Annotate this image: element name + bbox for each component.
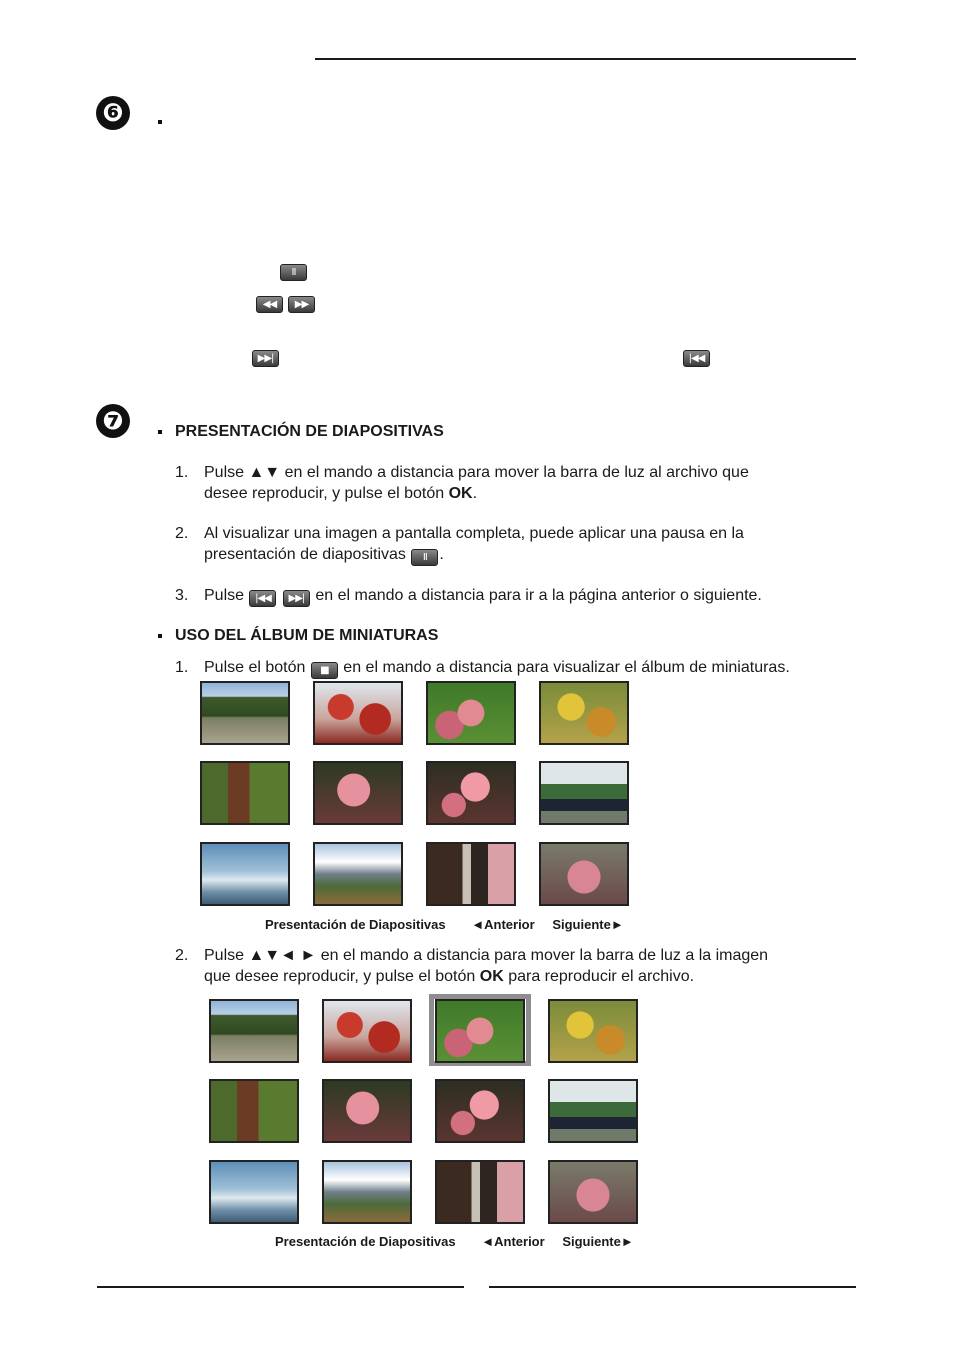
step-7-marker: ❼ — [96, 404, 130, 438]
bullet-dot — [158, 120, 162, 124]
thumbnail[interactable] — [209, 999, 299, 1063]
rewind-button-icon: ◀◀ — [256, 296, 283, 313]
thumbnail[interactable] — [322, 999, 412, 1063]
thumbnail[interactable] — [426, 681, 516, 745]
step-text-line-1: Pulse ▲▼ en el mando a distancia para mover la barra de luz al archivo que — [204, 464, 749, 481]
fast-forward-button-icon: ▶▶ — [288, 296, 315, 313]
thumbnail[interactable] — [200, 681, 290, 745]
thumbnail[interactable] — [322, 1079, 412, 1143]
bullet-dot — [158, 430, 162, 434]
thumbnail[interactable] — [209, 1079, 299, 1143]
step-text: presentación de diapositivas — [204, 546, 411, 563]
album-step-1 — [175, 657, 855, 678]
header-rule — [315, 58, 856, 60]
slideshow-step-3 — [175, 585, 835, 606]
step-number: 1. — [175, 659, 189, 676]
caption-next: Siguiente► — [552, 917, 624, 932]
thumbnail[interactable] — [209, 1160, 299, 1224]
thumbnail-caption-2 — [275, 1234, 656, 1249]
step-text-line-2 — [204, 966, 694, 987]
thumbnail[interactable] — [426, 842, 516, 906]
step-text: . — [472, 485, 478, 502]
ok-label: OK — [448, 485, 473, 502]
caption-previous: ◄Anterior — [481, 1234, 545, 1249]
step-6-marker: ❻ — [96, 96, 130, 130]
step-text: desee reproducir, y pulse el botón — [204, 485, 449, 502]
step-text: . — [439, 546, 444, 563]
step-text-line-1: Al visualizar una imagen a pantalla completa, puede aplicar una pausa en la — [204, 525, 744, 542]
slideshow-step-2 — [175, 523, 835, 565]
footer-rule-right — [489, 1286, 856, 1288]
next-button-icon: ▶▶| — [252, 350, 279, 367]
step-text: Pulse — [204, 587, 249, 604]
thumbnail-selected[interactable] — [435, 999, 525, 1063]
slideshow-heading: PRESENTACIÓN DE DIAPOSITIVAS — [175, 423, 444, 440]
caption-next: Siguiente► — [562, 1234, 634, 1249]
next-button-icon: ▶▶| — [283, 590, 310, 607]
thumbnail[interactable] — [322, 1160, 412, 1224]
step-number: 3. — [175, 587, 189, 604]
thumbnail[interactable] — [539, 761, 629, 825]
thumbnail[interactable] — [548, 999, 638, 1063]
thumbnail[interactable] — [548, 1160, 638, 1224]
thumbnail-caption-1 — [265, 917, 646, 932]
thumbnail[interactable] — [539, 681, 629, 745]
step-text — [204, 657, 790, 679]
thumbnail[interactable] — [426, 761, 516, 825]
step-text-line-1: Pulse ▲▼◄ ► en el mando a distancia para mover la barra de luz a la imagen — [204, 947, 769, 964]
stop-button-icon: ■ — [311, 662, 338, 679]
pause-button-icon: II — [280, 264, 307, 281]
slideshow-step-1 — [175, 462, 835, 504]
thumbnail[interactable] — [539, 842, 629, 906]
step-text-line-2 — [204, 544, 444, 566]
step-text: para reproducir el archivo. — [503, 968, 695, 985]
album-step-2 — [175, 945, 855, 987]
bullet-dot — [158, 634, 162, 638]
step-text: que desee reproducir, y pulse el botón — [204, 968, 480, 985]
previous-button-icon: |◀◀ — [249, 590, 276, 607]
pause-button-icon: II — [411, 549, 438, 566]
footer-rule-left — [97, 1286, 464, 1288]
thumbnail[interactable] — [435, 1079, 525, 1143]
thumbnail[interactable] — [200, 842, 290, 906]
thumbnail[interactable] — [200, 761, 290, 825]
thumbnail[interactable] — [313, 681, 403, 745]
step-text-line-2 — [204, 483, 477, 504]
caption-slideshow: Presentación de Diapositivas — [265, 917, 446, 932]
caption-slideshow: Presentación de Diapositivas — [275, 1234, 456, 1249]
thumbnail[interactable] — [313, 842, 403, 906]
step-text: en el mando a distancia para visualizar el álbum de miniaturas. — [338, 659, 790, 676]
album-heading: USO DEL ÁLBUM DE MINIATURAS — [175, 627, 439, 644]
step-number: 2. — [175, 525, 189, 542]
step-text: en el mando a distancia para ir a la página anterior o siguiente. — [310, 587, 762, 604]
caption-previous: ◄Anterior — [471, 917, 535, 932]
step-number: 2. — [175, 947, 189, 964]
thumbnail[interactable] — [313, 761, 403, 825]
step-text — [204, 585, 762, 607]
step-number: 1. — [175, 464, 189, 481]
thumbnail[interactable] — [435, 1160, 525, 1224]
previous-button-icon: |◀◀ — [683, 350, 710, 367]
step-text: Pulse el botón — [204, 659, 310, 676]
ok-label: OK — [479, 968, 504, 985]
thumbnail[interactable] — [548, 1079, 638, 1143]
